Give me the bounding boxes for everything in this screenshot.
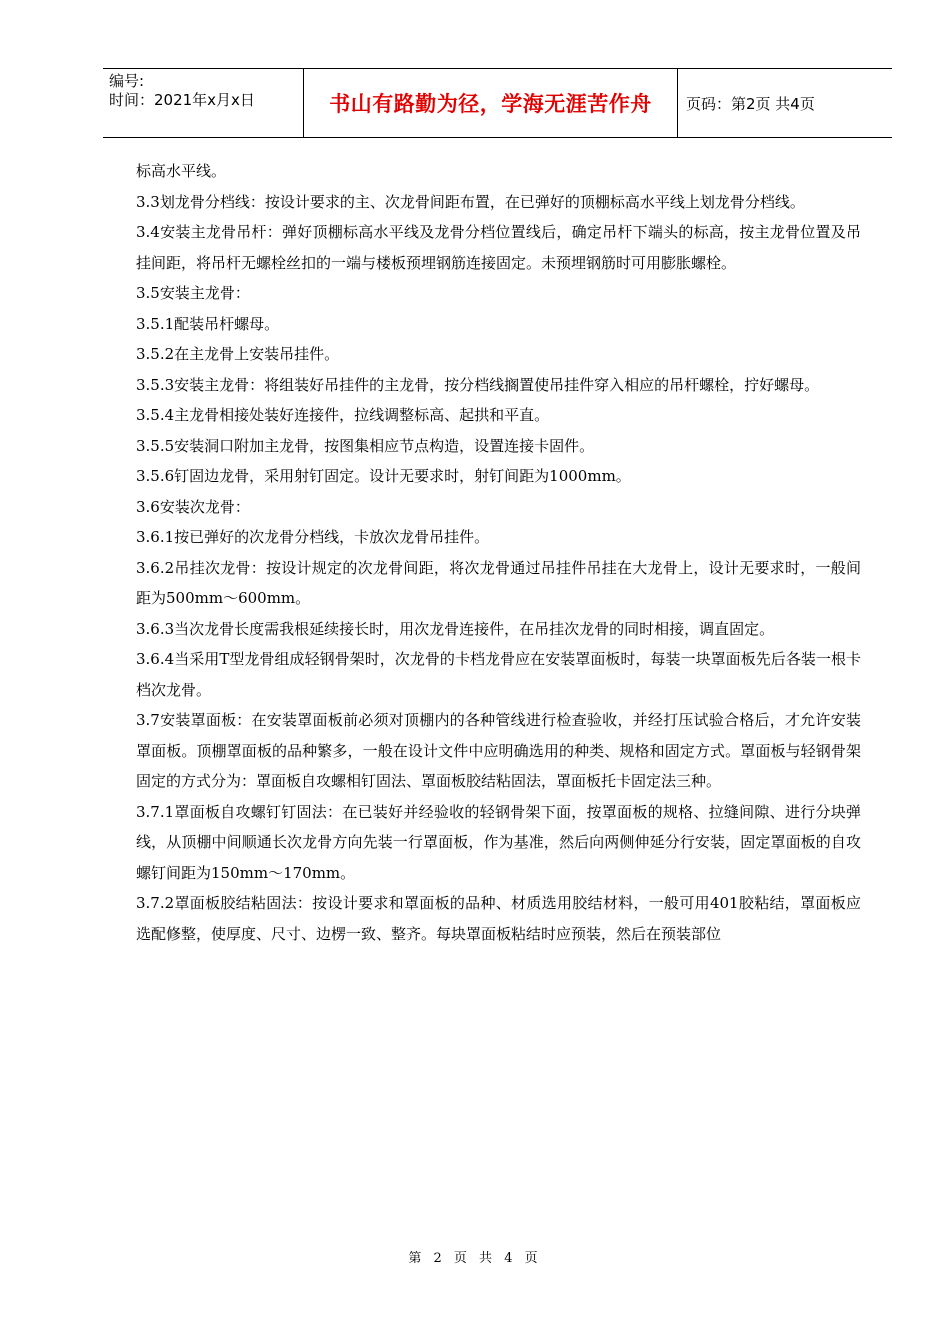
header-page-number: 页码：第2页 共4页 (686, 94, 815, 113)
paragraph: 标高水平线。 (136, 162, 227, 180)
paragraph: 3.6.3当次龙骨长度需我根延续接长时，用次龙骨连接件，在吊挂次龙骨的同时相接，调直固定。 (136, 619, 775, 638)
paragraph: 3.7安装罩面板：在安装罩面板前必须对顶棚内的各种管线进行检查验收，并经打压试验合格后，才允许安装罩面板。顶棚罩面板的品种繁多，一般在设计文件中应明确选用的种类、规格和固定方式。罩面板与轻钢骨架固定的方式分为：罩面板自攻螺相钉固法、罩面板胶结粘固法，罩面板托卡固定法三种。 (136, 711, 861, 790)
paragraph: 3.7.1罩面板自攻螺钉钉固法：在已装好并经验收的轻钢骨架下面，按罩面板的规格、拉缝间隙、进行分块弹线，从顶棚中间顺通长次龙骨方向先装一行罩面板，作为基准，然后向两侧伸延分行安装，固定罩面板的自攻螺钉间距为150mm～170mm。 (136, 802, 861, 882)
paragraph: 3.6.2吊挂次龙骨：按设计规定的次龙骨间距，将次龙骨通过吊挂件吊挂在大龙骨上，设计无要求时，一般间距为500mm～600mm。 (136, 558, 861, 607)
paragraph: 3.4安装主龙骨吊杆：弹好顶棚标高水平线及龙骨分档位置线后，确定吊杆下端头的标高，按主龙骨位置及吊挂间距，将吊杆无螺栓丝扣的一端与楼板预埋钢筋连接固定。未预埋钢筋时可用膨胀螺栓。 (136, 223, 861, 272)
paragraph: 3.7.2罩面板胶结粘固法：按设计要求和罩面板的品种、材质选用胶结材料，一般可用401胶粘结，罩面板应选配修整，使厚度、尺寸、边楞一致、整齐。每块罩面板粘结时应预装，然后在预装部位 (136, 894, 861, 943)
document-time-label: 时间：2021年x月x日 (109, 91, 255, 109)
paragraph: 3.6.4当采用T型龙骨组成轻钢骨架时，次龙骨的卡档龙骨应在安装罩面板时，每装一块罩面板先后各装一根卡档次龙骨。 (136, 650, 861, 699)
header-motto: 书山有路勤为径，学海无涯苦作舟 (303, 69, 678, 137)
paragraph: 3.5.1配装吊杆螺母。 (136, 314, 280, 333)
header-table (103, 68, 892, 138)
paragraph: 3.6安装次龙骨： (136, 497, 250, 516)
paragraph: 3.5安装主龙骨： (136, 284, 250, 302)
paragraph: 3.5.2在主龙骨上安装吊挂件。 (136, 345, 340, 363)
paragraph: 3.5.5安装洞口附加主龙骨，按图集相应节点构造，设置连接卡固件。 (136, 436, 595, 455)
document-number-label: 编号: (109, 72, 145, 90)
header-left-cell (103, 69, 303, 137)
document-body (136, 156, 861, 949)
paragraph: 3.5.3安装主龙骨：将组装好吊挂件的主龙骨，按分档线搁置使吊挂件穿入相应的吊杆螺栓，拧好螺母。 (136, 375, 820, 394)
paragraph: 3.5.6钉固边龙骨，采用射钉固定。设计无要求时，射钉间距为1000mm。 (136, 467, 631, 485)
page-footer: 第 2 页 共 4 页 (408, 1251, 542, 1266)
paragraph: 3.6.1按已弹好的次龙骨分档线，卡放次龙骨吊挂件。 (136, 528, 490, 546)
paragraph: 3.3划龙骨分档线：按设计要求的主、次龙骨间距布置，在已弹好的顶棚标高水平线上划龙骨分档线。 (136, 192, 805, 211)
paragraph: 3.5.4主龙骨相接处装好连接件，拉线调整标高、起拱和平直。 (136, 406, 550, 424)
